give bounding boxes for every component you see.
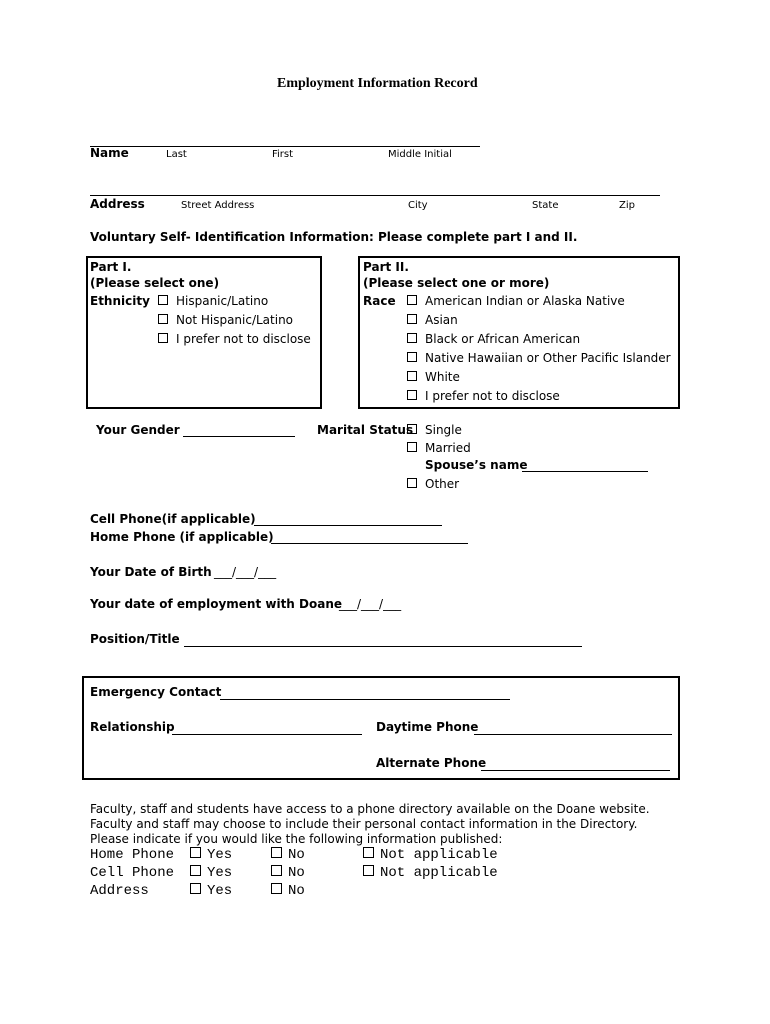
address-city-caption: City <box>408 200 428 211</box>
directory-row-label: Cell Phone <box>90 865 175 881</box>
directory-text-2: Faculty and staff may choose to include their personal contact information in the Directory. <box>90 817 638 831</box>
marital-option[interactable]: Other <box>407 477 459 491</box>
checkbox-icon[interactable] <box>158 314 168 324</box>
emergency-contact-label: Emergency Contact <box>90 685 222 699</box>
address-state-caption: State <box>532 200 559 211</box>
cell-phone-label: Cell Phone(if applicable) <box>90 512 256 526</box>
race-option[interactable]: Asian <box>407 313 458 327</box>
checkbox-icon[interactable] <box>407 295 417 305</box>
race-option[interactable]: Black or African American <box>407 332 580 346</box>
directory-text-1: Faculty, staff and students have access to a phone directory available on the Doane website. <box>90 802 650 816</box>
gender-label: Your Gender <box>96 423 180 437</box>
ethnicity-option[interactable]: Not Hispanic/Latino <box>158 313 293 327</box>
home-phone-label: Home Phone (if applicable) <box>90 530 274 544</box>
home-phone-field[interactable] <box>271 543 468 544</box>
directory-yes-option[interactable]: Yes <box>190 847 232 863</box>
spouse-name-label: Spouse’s name <box>425 458 528 472</box>
name-label: Name <box>90 146 129 160</box>
name-middle-caption: Middle Initial <box>388 149 452 160</box>
part1-instruction: (Please select one) <box>90 276 220 290</box>
marital-option[interactable]: Single <box>407 423 462 437</box>
checkbox-icon[interactable] <box>407 390 417 400</box>
checkbox-icon[interactable] <box>407 333 417 343</box>
checkbox-icon[interactable] <box>407 442 417 452</box>
position-label: Position/Title <box>90 632 180 646</box>
directory-row-label: Address <box>90 883 149 899</box>
alternate-phone-field[interactable] <box>481 770 670 771</box>
checkbox-icon[interactable] <box>271 865 282 876</box>
checkbox-icon[interactable] <box>407 478 417 488</box>
part2-instruction: (Please select one or more) <box>363 276 550 290</box>
voluntary-heading: Voluntary Self- Identification Information: Please complete part I and II. <box>90 230 578 244</box>
alternate-phone-label: Alternate Phone <box>376 756 487 770</box>
address-line[interactable] <box>90 195 660 196</box>
dob-label: Your Date of Birth <box>90 565 212 579</box>
race-option[interactable]: American Indian or Alaska Native <box>407 294 625 308</box>
page-title: Employment Information Record <box>277 76 478 91</box>
checkbox-icon[interactable] <box>363 865 374 876</box>
race-option[interactable]: White <box>407 370 460 384</box>
checkbox-icon[interactable] <box>190 883 201 894</box>
marital-label: Marital Status <box>317 423 414 437</box>
checkbox-icon[interactable] <box>407 314 417 324</box>
checkbox-icon[interactable] <box>190 865 201 876</box>
part1-title: Part I. <box>90 260 132 274</box>
checkbox-icon[interactable] <box>271 883 282 894</box>
marital-option[interactable]: Married <box>407 441 471 455</box>
cell-phone-field[interactable] <box>254 525 442 526</box>
race-option[interactable]: Native Hawaiian or Other Pacific Islander <box>407 351 671 365</box>
checkbox-icon[interactable] <box>363 847 374 858</box>
directory-no-option[interactable]: No <box>271 865 305 881</box>
daytime-phone-field[interactable] <box>474 734 672 735</box>
part2-title: Part II. <box>363 260 409 274</box>
checkbox-icon[interactable] <box>271 847 282 858</box>
directory-yes-option[interactable]: Yes <box>190 883 232 899</box>
dob-field[interactable]: ___/___/___ <box>214 565 277 579</box>
address-zip-caption: Zip <box>619 200 635 211</box>
checkbox-icon[interactable] <box>158 295 168 305</box>
doe-label: Your date of employment with Doane <box>90 597 343 611</box>
name-line[interactable] <box>90 146 480 147</box>
ethnicity-option[interactable]: I prefer not to disclose <box>158 332 311 346</box>
address-label: Address <box>90 197 145 211</box>
race-label: Race <box>363 294 396 308</box>
checkbox-icon[interactable] <box>158 333 168 343</box>
relationship-label: Relationship <box>90 720 175 734</box>
checkbox-icon[interactable] <box>407 424 417 434</box>
directory-yes-option[interactable]: Yes <box>190 865 232 881</box>
doe-field[interactable]: ___/___/___ <box>339 597 402 611</box>
checkbox-icon[interactable] <box>407 371 417 381</box>
directory-row-label: Home Phone <box>90 847 175 863</box>
relationship-field[interactable] <box>172 734 362 735</box>
address-street-caption: Street Address <box>181 200 255 211</box>
gender-field[interactable] <box>183 436 295 437</box>
name-first-caption: First <box>272 149 294 160</box>
name-last-caption: Last <box>166 149 187 160</box>
daytime-phone-label: Daytime Phone <box>376 720 479 734</box>
emergency-contact-field[interactable] <box>220 699 510 700</box>
directory-no-option[interactable]: No <box>271 883 305 899</box>
directory-na-option[interactable]: Not applicable <box>363 847 498 863</box>
directory-no-option[interactable]: No <box>271 847 305 863</box>
checkbox-icon[interactable] <box>407 352 417 362</box>
checkbox-icon[interactable] <box>190 847 201 858</box>
ethnicity-option[interactable]: Hispanic/Latino <box>158 294 268 308</box>
position-field[interactable] <box>184 646 582 647</box>
directory-na-option[interactable]: Not applicable <box>363 865 498 881</box>
directory-text-3: Please indicate if you would like the following information published: <box>90 832 503 846</box>
race-option[interactable]: I prefer not to disclose <box>407 389 560 403</box>
ethnicity-label: Ethnicity <box>90 294 150 308</box>
spouse-name-field[interactable] <box>522 471 648 472</box>
